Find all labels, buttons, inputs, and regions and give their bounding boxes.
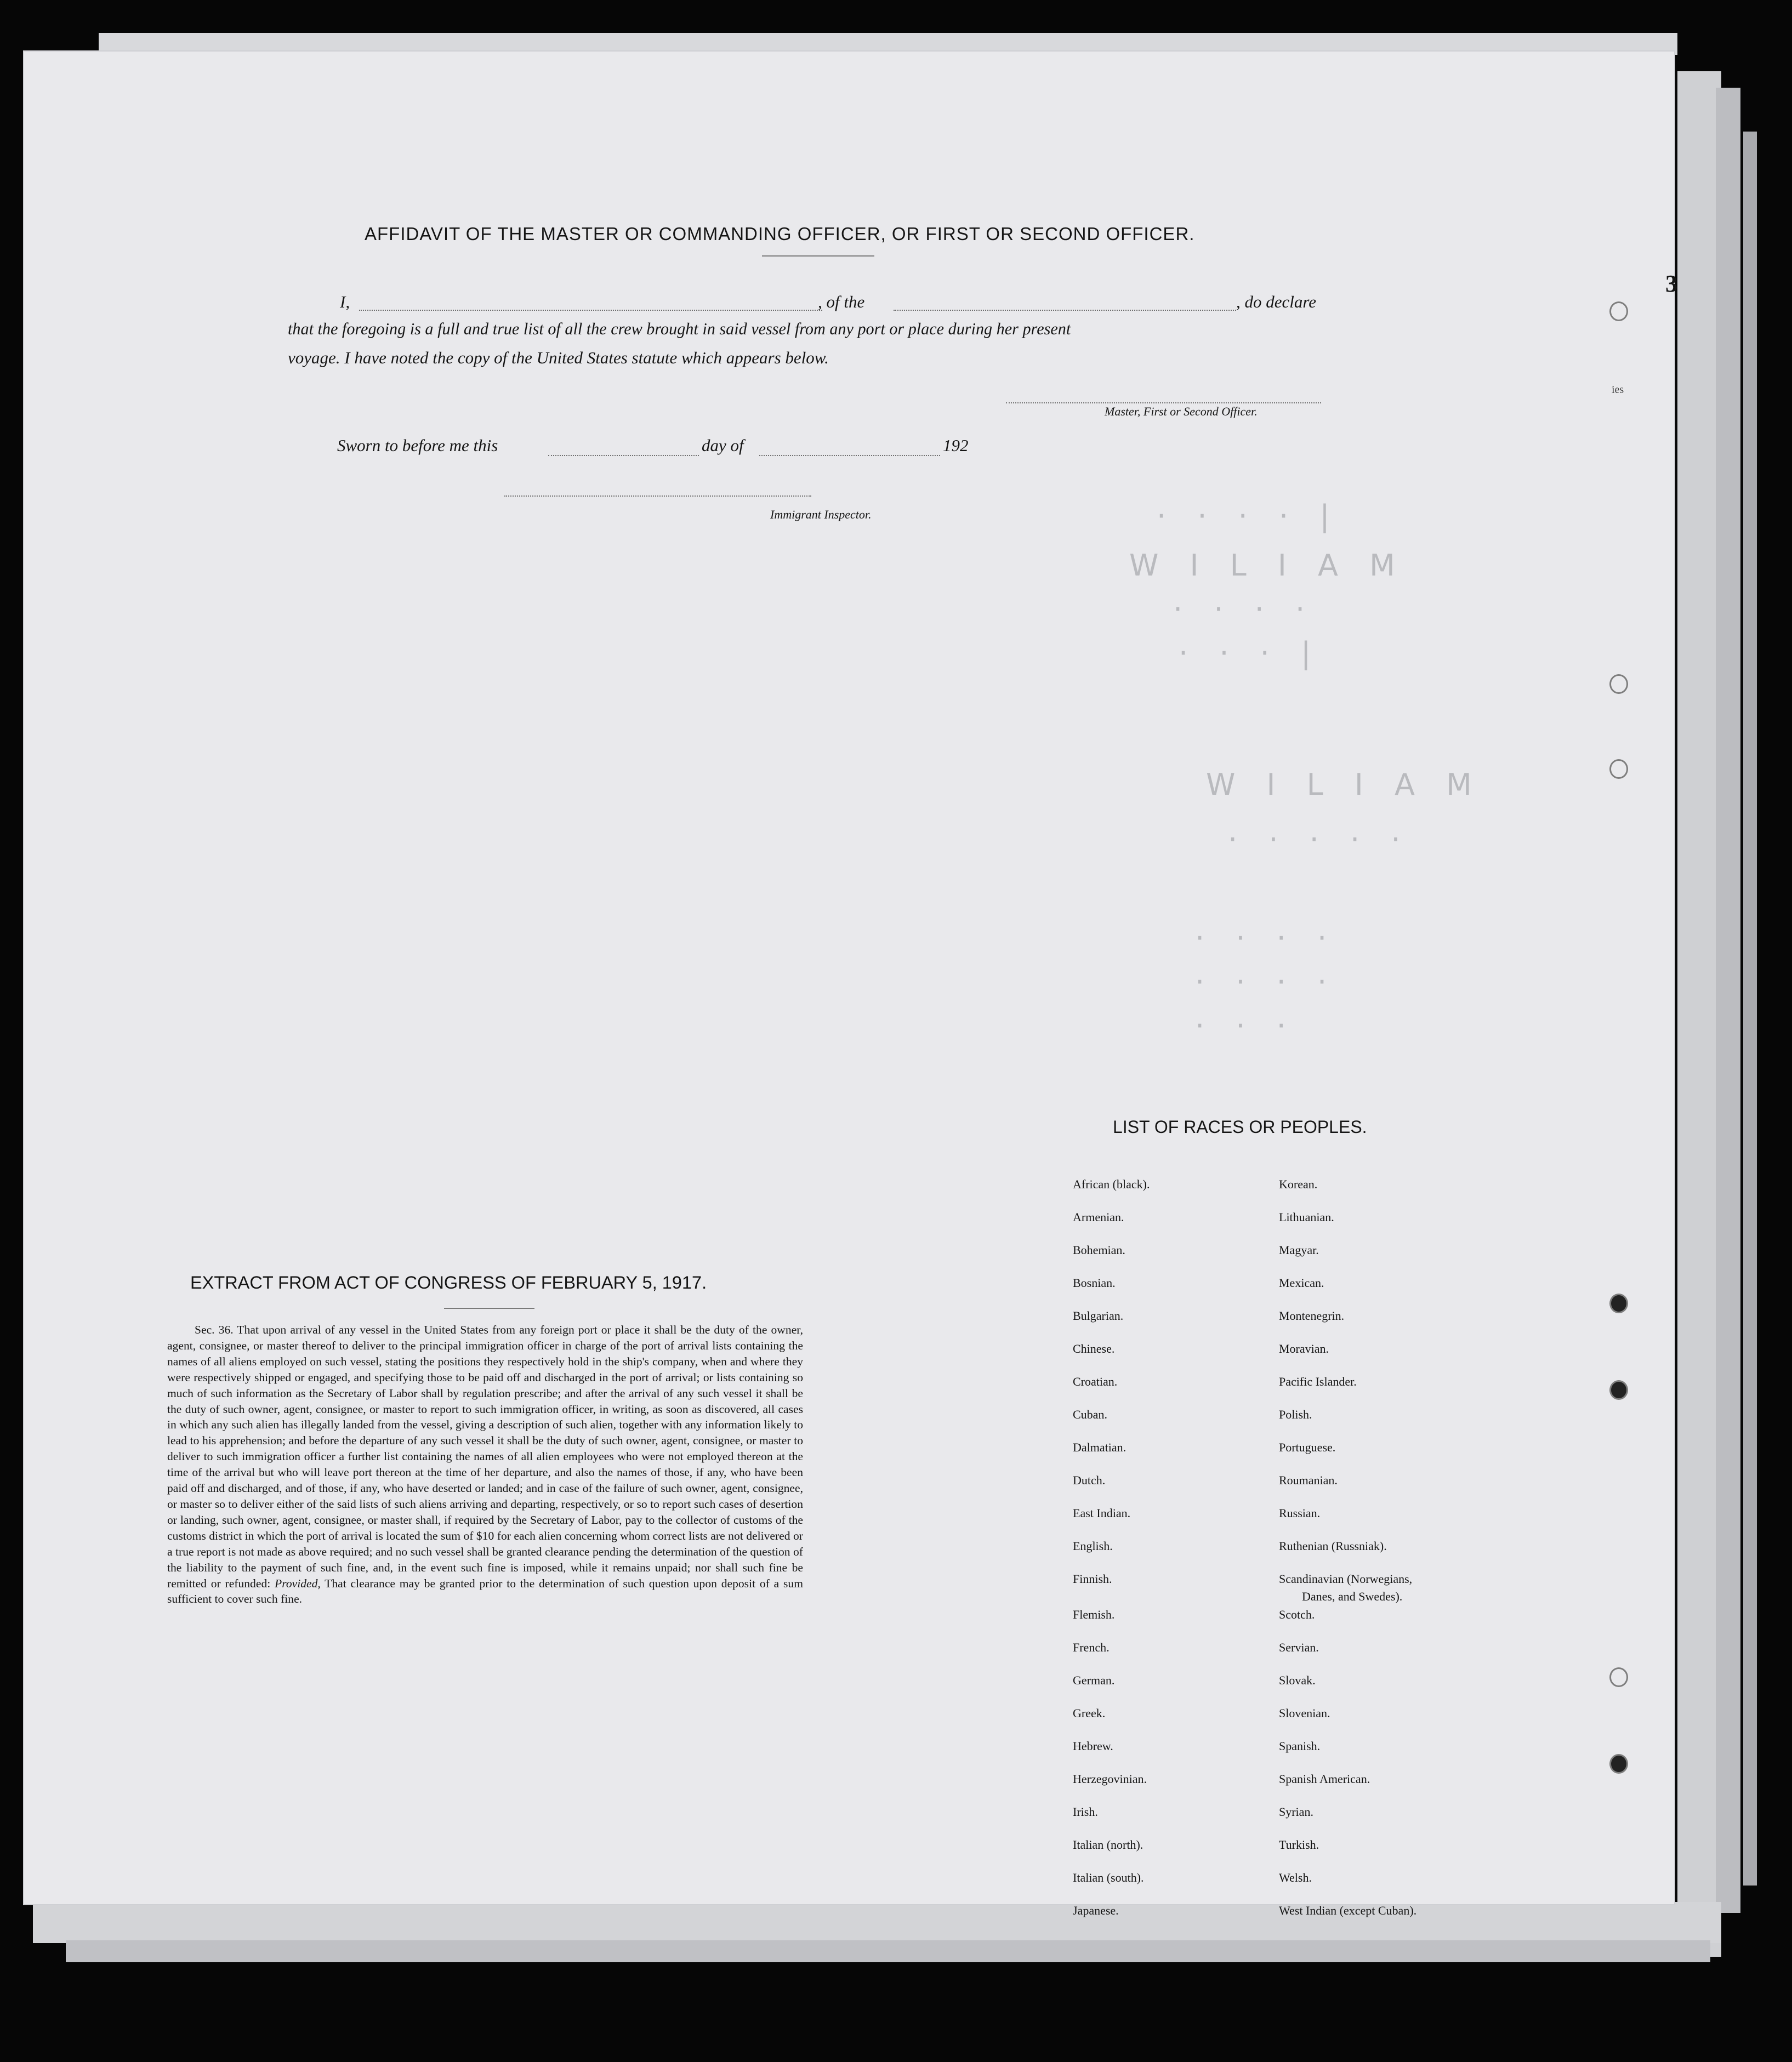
race-entry: Flemish. [1073,1608,1115,1621]
provided-text: That clearance may be granted prior to the determination of such question upon deposit of a sum sufficient to cover such fine. [167,1576,803,1606]
month-blank [759,455,940,456]
race-entry: Greek. [1073,1706,1106,1720]
binder-hole [1609,1754,1628,1774]
race-entry: Finnish. [1073,1572,1112,1586]
race-entry: Russian. [1279,1506,1321,1520]
race-entry: Spanish American. [1279,1772,1370,1786]
race-entry: Bulgarian. [1073,1309,1124,1323]
race-entry: African (black). [1073,1177,1150,1191]
bleed-through-handwriting: · · · · | [1157,499,1341,533]
sworn-text: Sworn to before me this [337,436,498,455]
race-entry: Armenian. [1073,1210,1124,1224]
race-entry: Dutch. [1073,1473,1106,1487]
extract-title: EXTRACT FROM ACT OF CONGRESS OF FEBRUARY 5, 1917. [190,1273,707,1292]
race-entry: Slovenian. [1279,1706,1330,1720]
affidavit-line3: voyage. I have noted the copy of the United States statute which appears below. [288,348,829,367]
page-number: 3 [1665,270,1677,297]
margin-tab-text: ies [1612,384,1624,396]
race-entry: Portuguese. [1279,1440,1336,1454]
race-entry: Moravian. [1279,1342,1329,1355]
race-entry: Pacific Islander. [1279,1375,1357,1388]
race-entry: Dalmatian. [1073,1440,1127,1454]
section-text: That upon arrival of any vessel in the United States from any foreign port or place it shall be the duty of the owner, agent, consignee, or master thereof to deliver to the principal immigration officer in charge of the port of arrival lists containing the names of all aliens employed on such vessel, stating the positions they respectively hold in the ship's company, when and where they were respectively shipped or engaged, and specifying those to be paid off and discharged in the port of arrival; or lists containing so much of such information as the Secretary of Labor shall by regulation prescribe; and after the arrival of any such vessel it shall be the duty of such owner, agent, consignee, or master to report to such immigration officer, in writing, as soon as discovered, all cases in which any such alien has illegally landed from the vessel, giving a description of such alien, together with any information likely to lead to his apprehension; and before the departure of any such vessel it shall be the duty of such owner, agent, consignee, or master to deliver to such immigration officer a further list containing the names of all alien employees who were not employed thereon at the time of the arrival but who will leave port thereon at the time of her departure, and also the names of those, if any, who have been paid off and discharged, and of those, if any, who have deserted or landed; and in case of the failure of such owner, agent, consignee, or master so to deliver either of the said lists of such aliens arriving and departing, respectively, or so to report such cases of desertion or landing, such owner, agent, consignee, or master shall, if required by the Secretary of Labor, pay to the collector of customs of the customs district in which the port of arrival is located the sum of $10 for each alien concerning whom correct lists are not delivered or a true report is not made as above required; and no such vessel shall be granted clearance pending the determination of the question of the liability to the payment of such fine, and, in the event such fine is imposed, while it remains unpaid; nor shall such fine be remitted or refunded: [167,1323,804,1590]
bleed-through-handwriting: W I L I A M [1206,767,1483,802]
year-prefix: 192 [943,436,969,455]
race-entry: Lithuanian. [1279,1210,1334,1224]
binder-hole [1609,1667,1628,1687]
race-entry: Italian (south). [1073,1871,1144,1884]
vessel-blank [894,310,1236,311]
race-entry: East Indian. [1073,1506,1131,1520]
race-entry: Ruthenian (Russniak). [1279,1539,1387,1553]
inspector-blank [504,495,811,497]
race-entry: Spanish. [1279,1739,1321,1753]
signature-label: Master, First or Second Officer. [1105,405,1258,418]
race-entry: Roumanian. [1279,1473,1338,1487]
bleed-through-handwriting: W I L I A M [1129,548,1406,583]
races-title: LIST OF RACES OR PEOPLES. [1113,1117,1367,1137]
binder-hole [1609,674,1628,694]
bleed-through-handwriting: · · · · [1195,965,1338,999]
race-entry: Cuban. [1073,1408,1107,1421]
race-entry: French. [1073,1641,1110,1654]
race-entry: Italian (north). [1073,1838,1144,1852]
name-blank [359,310,822,311]
race-entry: Slovak. [1279,1673,1316,1687]
race-entry: Magyar. [1279,1243,1319,1257]
race-entry: Syrian. [1279,1805,1313,1819]
race-entry: Servian. [1279,1641,1319,1654]
bleed-through-handwriting: · · · · [1195,921,1338,955]
affidavit-do-declare: , do declare [1236,292,1317,311]
section-label: Sec. 36. [195,1323,234,1336]
binder-hole [1609,301,1628,321]
stacked-page-edge [1716,88,1740,1913]
race-entry: Montenegrin. [1279,1309,1345,1323]
race-entry: Bosnian. [1073,1276,1116,1290]
race-entry: Turkish. [1279,1838,1319,1852]
affidavit-line2: that the foregoing is a full and true list of all the crew brought in said vessel from any port or place during her present [288,320,1071,338]
extract-title-rule [444,1308,534,1309]
binder-hole [1609,1294,1628,1313]
race-entry: West Indian (except Cuban). [1279,1904,1417,1917]
day-of-text: day of [702,436,744,455]
race-entry: Danes, and Swedes). [1302,1590,1403,1603]
bleed-through-handwriting: · · · · · [1228,822,1412,857]
race-entry: Herzegovinian. [1073,1772,1147,1786]
race-entry: Polish. [1279,1408,1312,1421]
extract-section-36 [167,1322,803,1607]
race-entry: German. [1073,1673,1115,1687]
stacked-page-edge [66,1940,1710,1962]
binder-hole [1609,1380,1628,1400]
race-entry: Japanese. [1073,1904,1119,1917]
race-entry: Irish. [1073,1805,1098,1819]
affidavit-line1-start: I, [340,292,350,311]
bleed-through-handwriting: · · · · [1173,592,1316,626]
provided-word: Provided, [275,1576,321,1590]
binder-hole [1609,759,1628,779]
race-entry: Croatian. [1073,1375,1118,1388]
race-entry: Bohemian. [1073,1243,1125,1257]
race-entry: Scotch. [1279,1608,1315,1621]
race-entry: English. [1073,1539,1113,1553]
race-entry: Chinese. [1073,1342,1115,1355]
affidavit-of-the: , of the [818,292,865,311]
race-entry: Welsh. [1279,1871,1312,1884]
stacked-page-edge [1743,132,1757,1886]
stacked-page-edge [33,1902,1721,1943]
bleed-through-handwriting: · · · [1195,1009,1297,1043]
race-entry: Hebrew. [1073,1739,1113,1753]
signature-blank [1006,402,1321,403]
bleed-through-handwriting: · · · | [1179,636,1322,670]
day-blank [548,455,699,456]
affidavit-title-rule [762,255,874,257]
race-entry: Scandinavian (Norwegians, [1279,1572,1413,1586]
stacked-page-edge [1677,71,1721,1957]
race-entry: Mexican. [1279,1276,1324,1290]
inspector-label: Immigrant Inspector. [770,508,872,521]
race-entry: Korean. [1279,1177,1318,1191]
affidavit-title: AFFIDAVIT OF THE MASTER OR COMMANDING OFFICER, OR FIRST OR SECOND OFFICER. [365,224,1195,244]
